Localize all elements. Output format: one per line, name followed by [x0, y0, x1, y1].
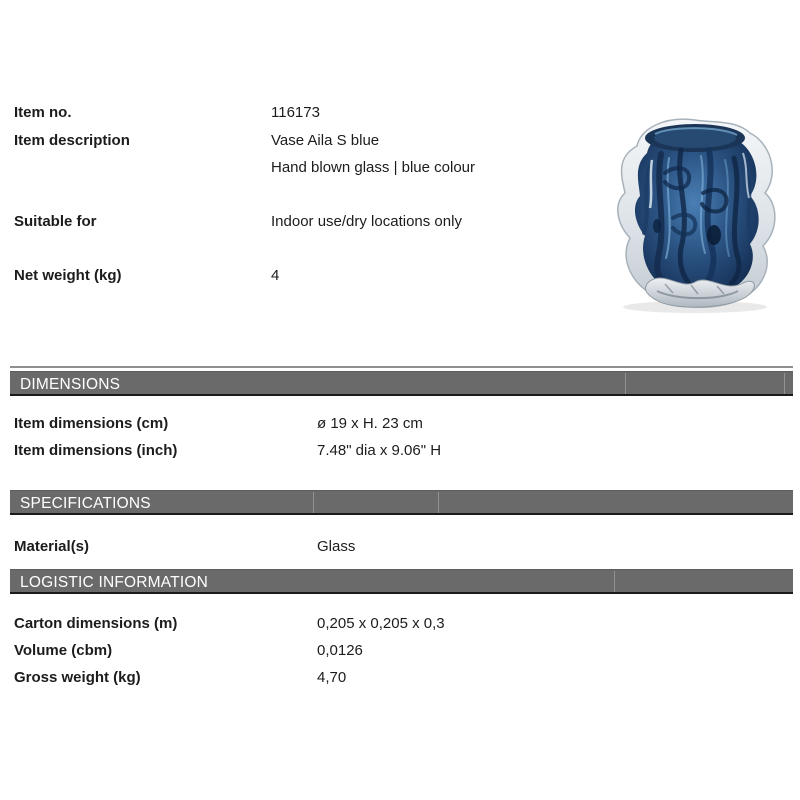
vase-dark-hole	[707, 225, 721, 245]
volume-row	[14, 641, 793, 661]
item-no-label: Item no.	[14, 104, 72, 121]
gross-weight-label: Gross weight (kg)	[14, 669, 141, 686]
bar-cell-separator	[438, 492, 439, 513]
section-header-logistics	[10, 569, 793, 594]
item-description-line2: Hand blown glass | blue colour	[271, 159, 476, 176]
material-value: Glass	[317, 538, 356, 555]
top-rule	[10, 366, 793, 368]
vase-dark-accent	[653, 219, 661, 233]
item-description-line1: Vase Aila S blue	[271, 132, 380, 149]
bar-cell-separator	[614, 571, 615, 592]
net-weight-value: 4	[271, 267, 280, 284]
carton-dimensions-value: 0,205 x 0,205 x 0,3	[317, 615, 445, 632]
product-photo-vase	[593, 98, 797, 318]
dimensions-title: DIMENSIONS	[20, 376, 121, 393]
dimensions-inch-row	[14, 441, 793, 461]
volume-label: Volume (cbm)	[14, 642, 113, 659]
specifications-title: SPECIFICATIONS	[20, 495, 151, 512]
section-header-dimensions	[10, 371, 793, 396]
item-description-label: Item description	[14, 132, 130, 149]
bar-cell-separator	[313, 492, 314, 513]
material-row	[14, 537, 793, 557]
material-label: Material(s)	[14, 538, 90, 555]
gross-weight-row	[14, 668, 793, 688]
carton-dimensions-label: Carton dimensions (m)	[14, 615, 178, 632]
logistics-title: LOGISTIC INFORMATION	[20, 574, 208, 591]
net-weight-label: Net weight (kg)	[14, 267, 122, 284]
suitable-for-value: Indoor use/dry locations only	[271, 213, 462, 230]
dimensions-inch-label: Item dimensions (inch)	[14, 442, 178, 459]
dimensions-cm-label: Item dimensions (cm)	[14, 415, 169, 432]
item-no-value: 116173	[271, 104, 320, 121]
gross-weight-value: 4,70	[317, 669, 347, 686]
section-header-specifications	[10, 490, 793, 515]
suitable-for-label: Suitable for	[14, 213, 97, 230]
carton-dimensions-row	[14, 614, 793, 634]
dimensions-inch-value: 7.48" dia x 9.06" H	[317, 442, 442, 459]
volume-value: 0,0126	[317, 642, 363, 659]
bar-cell-separator	[784, 373, 785, 394]
dimensions-cm-row	[14, 414, 793, 434]
dimensions-cm-value: ø 19 x H. 23 cm	[317, 415, 423, 432]
bar-cell-separator	[625, 373, 626, 394]
vase-glint-left	[650, 160, 652, 208]
